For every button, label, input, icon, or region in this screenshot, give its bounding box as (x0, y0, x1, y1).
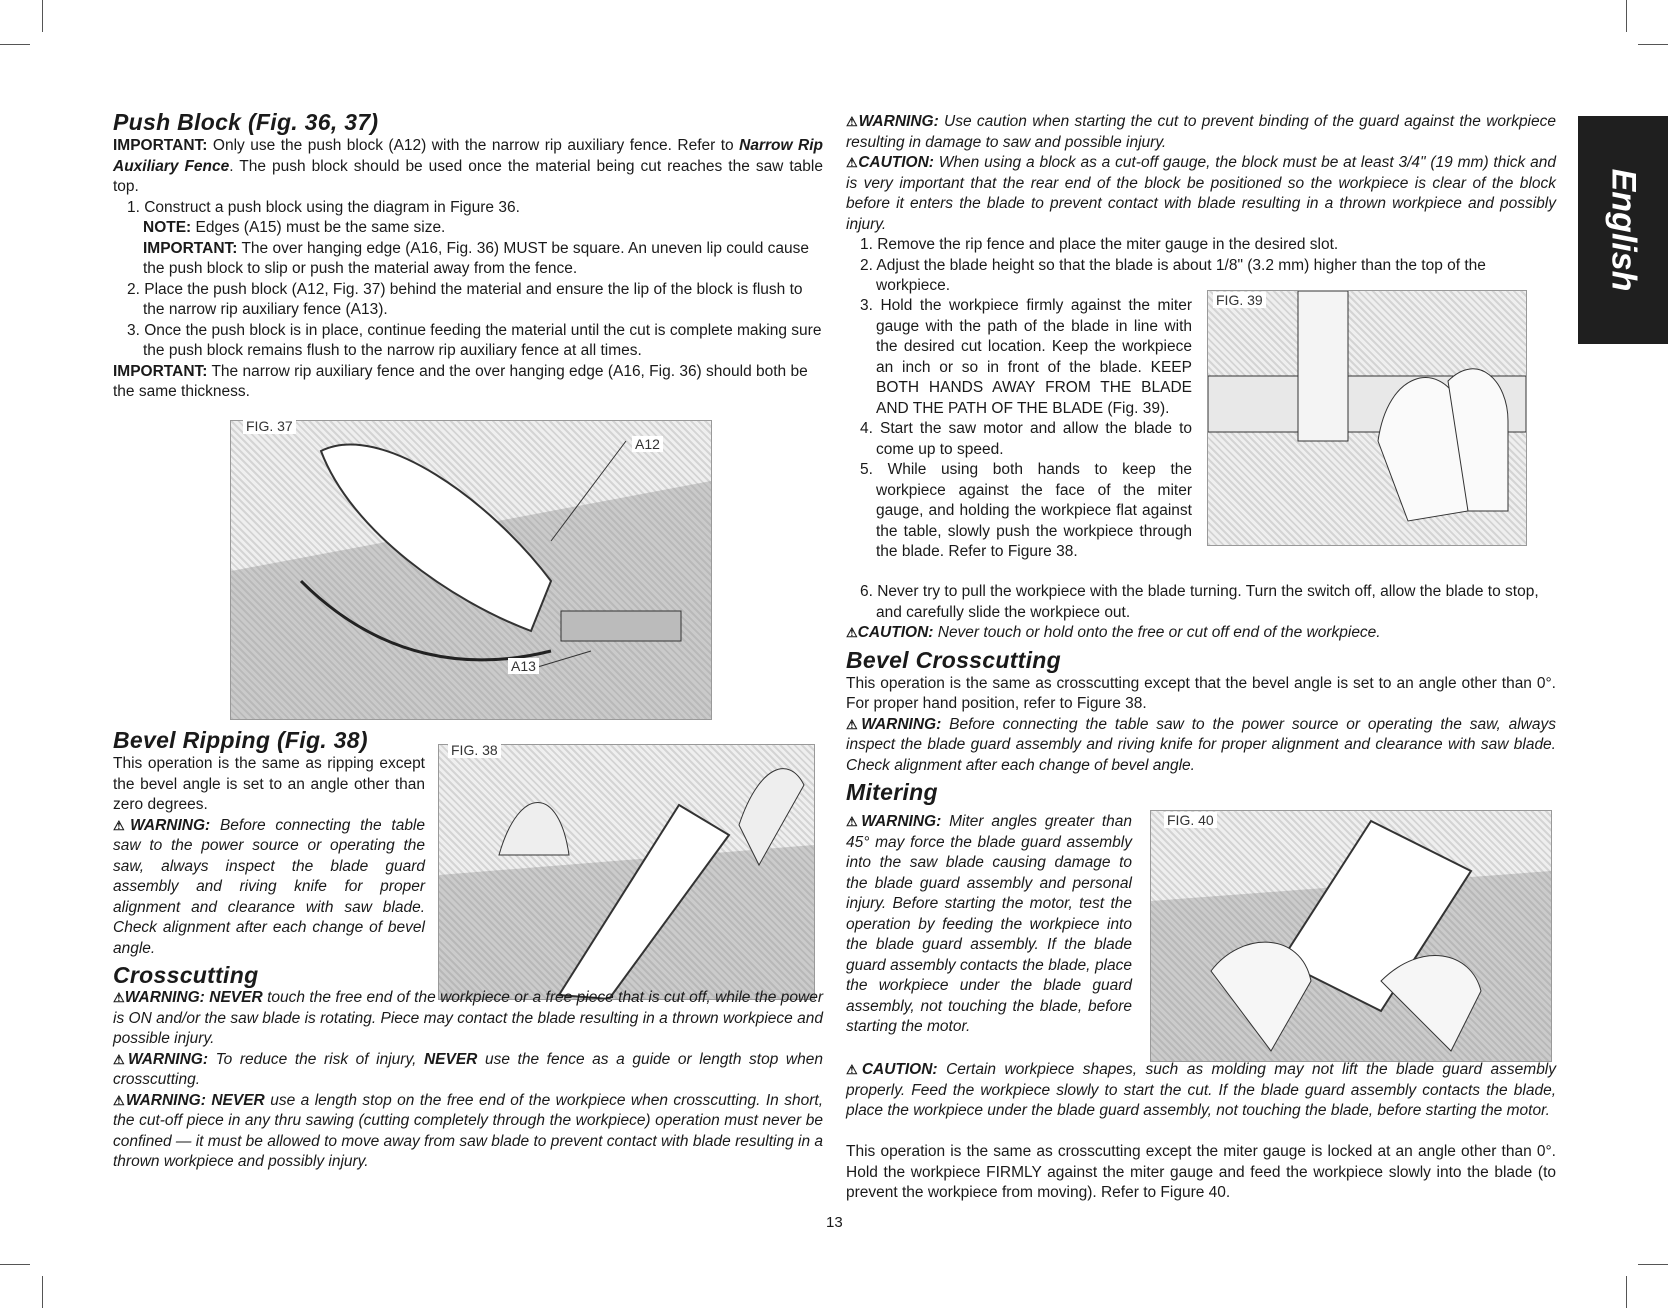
warning-icon: ⚠ (846, 716, 862, 732)
figure-38 (438, 744, 815, 1000)
crosscut-step-5: 5. While using both hands to keep the workpiece against the face of the miter gauge, and holding the workpiece flat against the table, slowly push the workpiece through the blade. Refer to Figure 38. (860, 461, 1192, 560)
right-column-steps (846, 296, 1192, 563)
crosscutting-warning-2: ⚠WARNING: To reduce the risk of injury, NEVER use the fence as a guide or length stop when crosscutting. (113, 1050, 823, 1088)
crosscut-step-1: 1. Remove the rip fence and place the miter gauge in the desired slot. (860, 236, 1339, 253)
warning-icon: ⚠ (113, 817, 131, 833)
warning-icon: ⚠ (846, 814, 862, 829)
crosscut-step-6: 6. Never try to pull the workpiece with the blade turning. Turn the switch off, allow the blade to stop, and carefully slide the workpiece out. (860, 583, 1539, 621)
push-block-note: NOTE: Edges (A15) must be the same size. (143, 219, 446, 236)
push-block-important-3: IMPORTANT: The narrow rip auxiliary fence and the over hanging edge (A16, Fig. 36) should both be the same thickness. (113, 362, 808, 400)
caution-cutoff-gauge: ⚠CAUTION: When using a block as a cut-off gauge, the block must be at least 3/4" (19 mm) thick and is very important that the rear end of the block be positioned so the workpiece is clear of the block before it enters the blade to prevent contact with blade resulting in a thrown workpiece and possibly injury. (846, 154, 1556, 233)
figure-38-illustration (439, 745, 814, 999)
crop-mark (42, 1276, 43, 1308)
bevel-crosscutting-text: This operation is the same as crosscutting except that the bevel angle is set to an angle other than 0°. For proper hand position, refer to Figure 38. (846, 674, 1556, 712)
mitering-warning: ⚠WARNING: Miter angles greater than 45° may force the blade guard assembly into the saw blade causing damage to the blade guard assembly and personal injury. Before starting the motor, test the operation by feeding the workpiece into the blade guard assembly. If the blade guard assembly contacts the blade, place the workpiece under the blade guard assembly, not touching the blade, before starting the motor. (846, 813, 1133, 1035)
figure-37-callout-a13: A13 (508, 658, 539, 674)
bevel-ripping-text: This operation is the same as ripping except the bevel angle is set to an angle other than zero degrees. (113, 755, 425, 813)
caution-free-end: ⚠CAUTION: Never touch or hold onto the free or cut off end of the workpiece. (846, 624, 1381, 641)
right-column-mid (846, 582, 1556, 806)
mitering-text-block (846, 1142, 1556, 1204)
crosscut-step-2: 2. Adjust the blade height so that the blade is about 1/8" (3.2 mm) higher than the top of the workpiece. (860, 256, 1486, 294)
push-block-step-2: 2. Place the push block (A12, Fig. 37) behind the material and ensure the lip of the block is flush to the narrow rip auxiliary fence (A13). (127, 280, 803, 318)
right-column-top (846, 112, 1556, 297)
crop-mark (1626, 1276, 1627, 1308)
warning-icon: ⚠ (113, 990, 125, 1005)
top-warning: ⚠WARNING: Use caution when starting the cut to prevent binding of the guard against the workpiece resulting in damage to saw and possible injury. (846, 113, 1556, 151)
crop-mark (1638, 1264, 1668, 1265)
figure-40 (1150, 810, 1552, 1062)
push-block-step-3: 3. Once the push block is in place, continue feeding the material until the cut is complete making sure the push block remains flush to the narrow rip auxiliary fence at all times. (127, 321, 822, 359)
crop-mark (1626, 0, 1627, 32)
crosscut-step-3: 3. Hold the workpiece firmly against the miter gauge with the path of the blade in line with the desired cut location. Keep the workpiece an inch or so in front of the blade. KEEP BOTH HANDS AWAY FROM THE BLADE AND THE PATH OF THE BLADE (Fig. 39). (860, 297, 1192, 417)
bevel-ripping-warning: ⚠WARNING: Before connecting the table saw to the power source or operating the saw, always inspect the blade guard assembly and riving knife for proper alignment and clearance with saw blade. Check alignment after each change of bevel angle. (113, 816, 425, 957)
crosscutting-warning-1: ⚠WARNING: NEVER touch the free end of the workpiece or a free piece that is cut off, while the power is ON and/or the saw blade is rotating. Piece may contact the blade resulting in a thrown workpiece and possible injury. (113, 989, 823, 1047)
crop-mark (42, 0, 43, 32)
crop-mark (0, 44, 30, 45)
warning-icon: ⚠ (113, 1051, 128, 1067)
mitering-caution: ⚠CAUTION: Certain workpiece shapes, such as molding may not lift the blade guard assembly properly. Feed the workpiece slowly to start the cut. If the blade guard assembly contacts the blade, place the workpiece under the blade guard assembly, not touching the blade, before starting the motor. (846, 1061, 1557, 1119)
figure-37-label: FIG. 37 (243, 418, 296, 434)
mitering-warning-block (846, 812, 1132, 1038)
mitering-heading: Mitering (846, 779, 938, 805)
crosscutting-warning-3: ⚠WARNING: NEVER use a length stop on the free end of the workpiece when crosscutting. In short, the cut-off piece in any thru sawing (cutting completely through the workpiece) operation must never be confined — it must be allowed to move away from saw blade to prevent contact with blade resulting in a thrown workpiece and possibly injury. (113, 1091, 824, 1170)
figure-37-callout-a12: A12 (632, 436, 663, 452)
push-block-step-1: 1. Construct a push block using the diagram in Figure 36. (127, 198, 520, 216)
figure-37 (230, 420, 712, 720)
warning-icon: ⚠ (846, 114, 859, 129)
crosscutting-warnings (113, 988, 823, 1173)
language-tab (1578, 116, 1668, 344)
figure-40-label: FIG. 40 (1164, 812, 1217, 828)
figure-40-illustration (1151, 811, 1551, 1061)
mitering-text: This operation is the same as crosscutting except the miter gauge is locked at an angle other than 0°. Hold the workpiece FIRMLY against the miter gauge and feed the workpiece slowly into the blade (to prevent the workpiece from moving). Refer to Figure 40. (846, 1143, 1556, 1201)
bevel-crosscutting-warning: ⚠WARNING: Before connecting the table saw to the power source or operating the saw, always inspect the blade guard assembly and riving knife for proper alignment and clearance with saw blade. Check alignment after each change of bevel angle. (846, 715, 1556, 774)
language-tab-label: English (1604, 168, 1643, 292)
figure-39 (1207, 290, 1527, 546)
figure-39-label: FIG. 39 (1213, 292, 1266, 308)
warning-icon: ⚠ (113, 1092, 126, 1108)
figure-37-illustration (231, 421, 711, 719)
push-block-intro: IMPORTANT: Only use the push block (A12) with the narrow rip auxiliary fence. Refer to Narrow Rip Auxiliary Fence. The push block should be used once the material being cut reaches the saw table top. (113, 137, 823, 195)
caution-icon: ⚠ (846, 625, 858, 640)
push-block-important-2: IMPORTANT: The over hanging edge (A16, Fig. 36) MUST be square. An uneven lip could cause the push block to slip or push the material away from the fence. (143, 239, 809, 277)
push-block-heading: Push Block (Fig. 36, 37) (113, 109, 379, 135)
crosscutting-heading: Crosscutting (113, 962, 259, 988)
crop-mark (0, 1264, 30, 1265)
bevel-crosscutting-heading: Bevel Crosscutting (846, 646, 1062, 673)
caution-icon: ⚠ (846, 1062, 862, 1077)
figure-38-label: FIG. 38 (448, 742, 501, 758)
page-number: 13 (826, 1214, 843, 1231)
figure-39-illustration (1208, 291, 1526, 545)
mitering-caution-block (846, 1060, 1556, 1122)
crosscut-step-4: 4. Start the saw motor and allow the blade to come up to speed. (860, 420, 1192, 458)
left-column (113, 106, 823, 403)
bevel-ripping-section (113, 724, 425, 989)
crop-mark (1638, 44, 1668, 45)
bevel-ripping-heading: Bevel Ripping (Fig. 38) (113, 727, 368, 753)
caution-icon: ⚠ (846, 155, 859, 170)
